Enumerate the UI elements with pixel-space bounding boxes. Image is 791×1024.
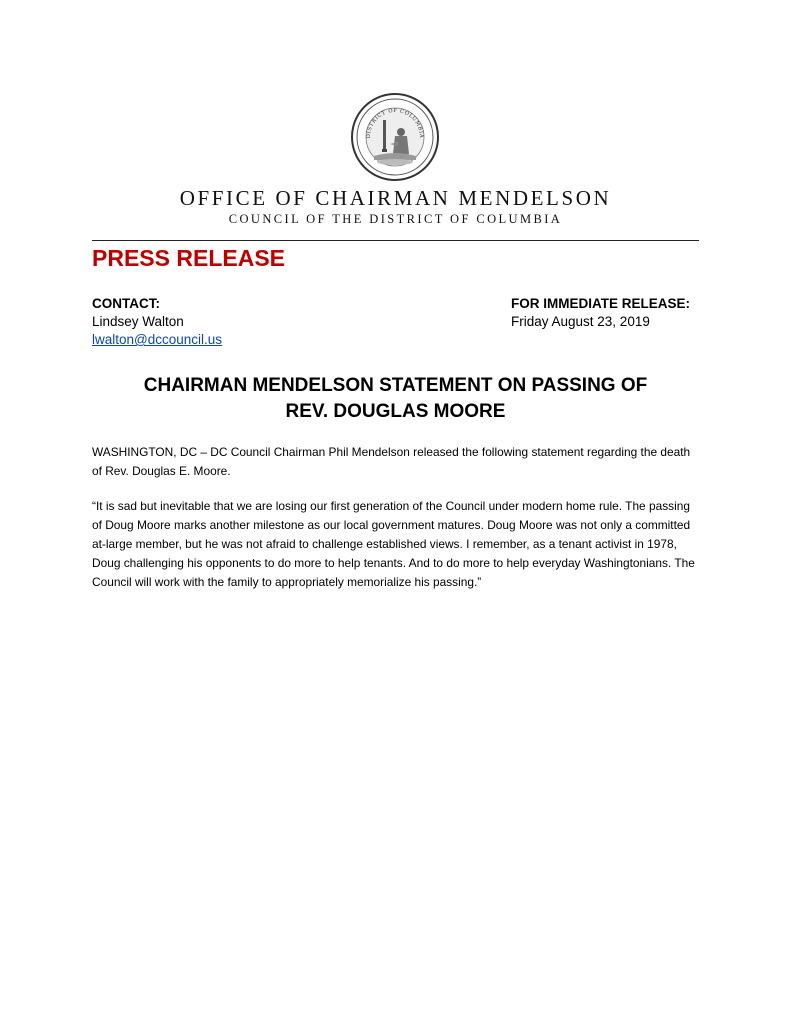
header-divider: [92, 240, 699, 241]
office-subtitle: COUNCIL OF THE DISTRICT OF COLUMBIA: [228, 212, 563, 226]
seal-text: DISTRICT OF COLUMBIA: [365, 107, 425, 139]
press-release-label: PRESS RELEASE: [92, 245, 285, 271]
body-paragraph-2: “It is sad but inevitable that we are losing our first generation of the Council under modern home rule. The passing of Doug Moore marks another milestone as our local government matures. Doug Moore was not only a committed at-large member, but he was not afraid to challenge established views. I remember, as a tenant activist in 1978, Doug challenging his opponents to do more to help tenants. And to do more to help everyday Washingtonians. The Council will work with the family to appropriately memorialize his passing.”: [92, 499, 695, 589]
contact-name: Lindsey Walton: [92, 314, 184, 329]
body-paragraph-1: WASHINGTON, DC – DC Council Chairman Phil Mendelson released the following statement regarding the death of Rev. Douglas E. Moore.: [92, 445, 691, 478]
headline: [0, 373, 791, 425]
district-of-columbia-seal-icon: [350, 92, 440, 182]
office-title: OFFICE OF CHAIRMAN MENDELSON: [179, 186, 612, 210]
release-block: [511, 295, 690, 331]
release-label: FOR IMMEDIATE RELEASE:: [511, 296, 691, 311]
contact-block: [92, 295, 222, 349]
headline-line-2: REV. DOUGLAS MOORE: [285, 401, 506, 422]
release-date: Friday August 23, 2019: [511, 314, 650, 329]
headline-line-1: CHAIRMAN MENDELSON STATEMENT ON PASSING OF: [143, 375, 648, 396]
contact-email-link[interactable]: lwalton@dccouncil.us: [92, 332, 223, 347]
contact-label: CONTACT:: [92, 296, 160, 311]
